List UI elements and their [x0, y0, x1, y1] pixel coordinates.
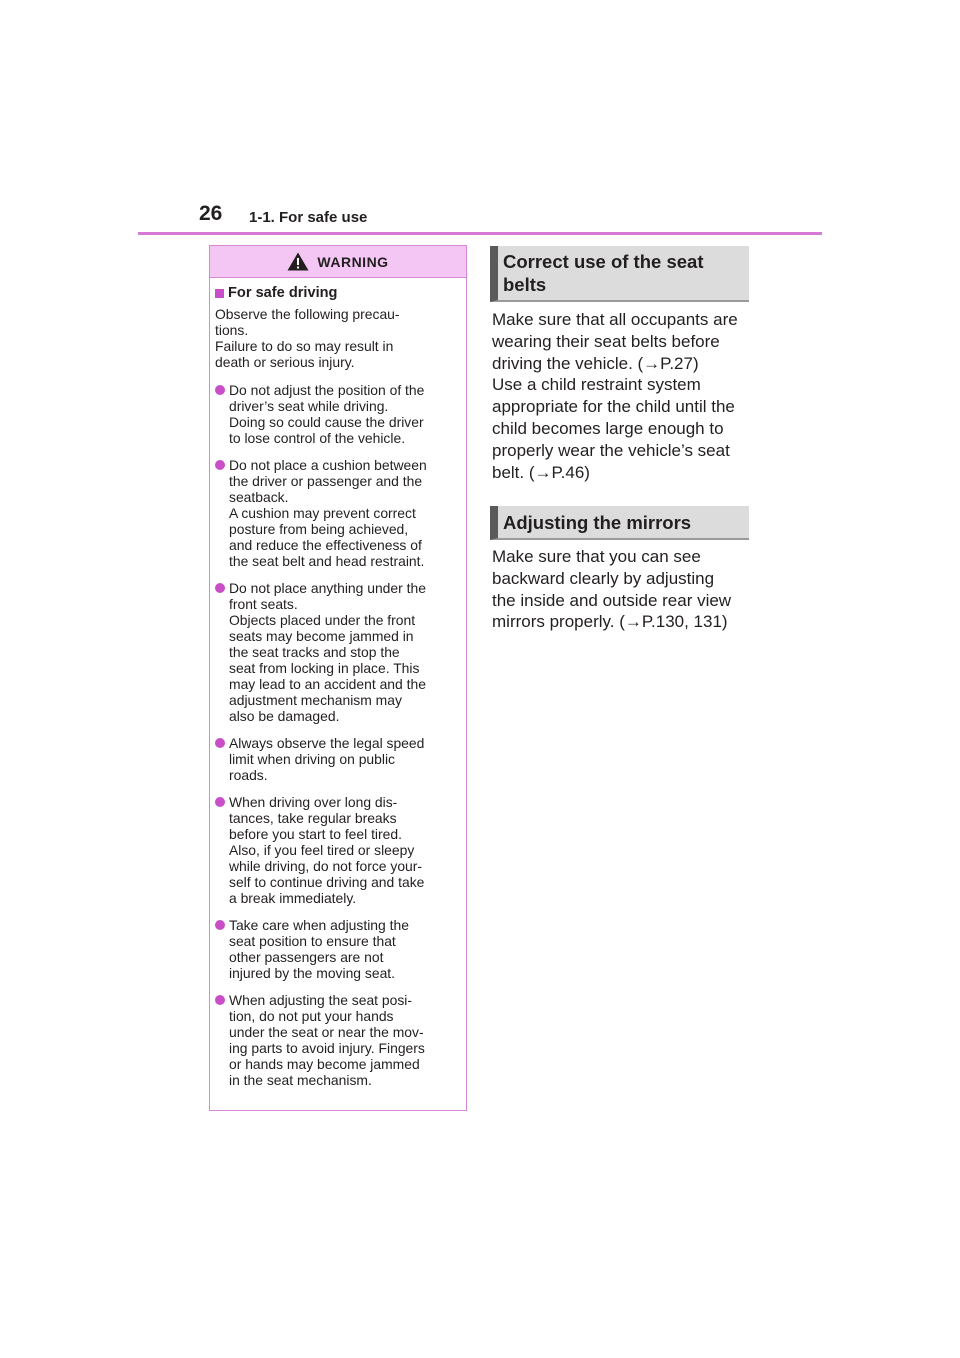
seatbelts-heading: Correct use of the seat belts [490, 246, 749, 302]
bullet-dot-icon [215, 460, 225, 470]
header-rule [138, 232, 822, 235]
warning-item-text: Take care when adjusting the seat position to ensure that other passengers are not injured by the moving seat. [229, 917, 409, 981]
warning-body [210, 278, 466, 1088]
warning-item [215, 917, 458, 981]
warning-item-text: Do not adjust the position of the driver’s seat while driving. Doing so could cause the driver to lose control of the vehicle. [229, 382, 425, 446]
warning-item [215, 735, 458, 783]
warning-item [215, 992, 458, 1088]
warning-subheading-text: For safe driving [228, 285, 338, 301]
bullet-dot-icon [215, 797, 225, 807]
warning-item-text: Do not place anything under the front seats. Objects placed under the front seats may become jammed in the seat tracks and stop the seat from locking in place. This may lead to an accident and the adjustment mechanism may also be damaged. [229, 580, 426, 724]
bullet-dot-icon [215, 738, 225, 748]
bullet-dot-icon [215, 995, 225, 1005]
bullet-dot-icon [215, 385, 225, 395]
warning-item-text: Always observe the legal speed limit when driving on public roads. [229, 735, 425, 783]
mirrors-paragraph: Make sure that you can see backward clearly by adjusting the inside and outside rear view mirrors properly. (→P.130, 131) [492, 547, 732, 632]
bullet-dot-icon [215, 583, 225, 593]
warning-triangle-icon [287, 252, 309, 271]
warning-subheading [215, 285, 458, 301]
warning-intro: Observe the following precau- tions. Failure to do so may result in death or serious injury. [215, 306, 400, 370]
seatbelts-paragraph: Make sure that all occupants are wearing their seat belts before driving the vehicle. (→P.27) Use a child restraint system appropriate for the child until the child becomes large enough to properly wear the vehicle’s seat belt. (→P.46) [492, 310, 738, 482]
warning-item [215, 794, 458, 906]
square-bullet-icon [215, 289, 224, 298]
warning-title: WARNING [317, 253, 389, 270]
mirrors-heading: Adjusting the mirrors [490, 506, 749, 540]
warning-item [215, 382, 458, 446]
page-number: 26 [199, 202, 223, 225]
section-title: 1-1. For safe use [249, 209, 368, 226]
warning-item [215, 457, 458, 569]
warning-item [215, 580, 458, 724]
warning-header [210, 246, 466, 278]
warning-item-text: When adjusting the seat posi- tion, do not put your hands under the seat or near the mov- ing parts to avoid injury. Fingers or hands may become jammed in the seat mechanism. [229, 992, 425, 1088]
warning-item-text: When driving over long dis- tances, take regular breaks before you start to feel tired. Also, if you feel tired or sleepy while driving, do not force your- self to continue driving and take a break immediately. [229, 794, 425, 906]
bullet-dot-icon [215, 920, 225, 930]
warning-item-text: Do not place a cushion between the driver or passenger and the seatback. A cushion may prevent correct posture from being achieved, and reduce the effectiveness of the seat belt and head restraint. [229, 457, 427, 569]
warning-box [209, 245, 467, 1111]
